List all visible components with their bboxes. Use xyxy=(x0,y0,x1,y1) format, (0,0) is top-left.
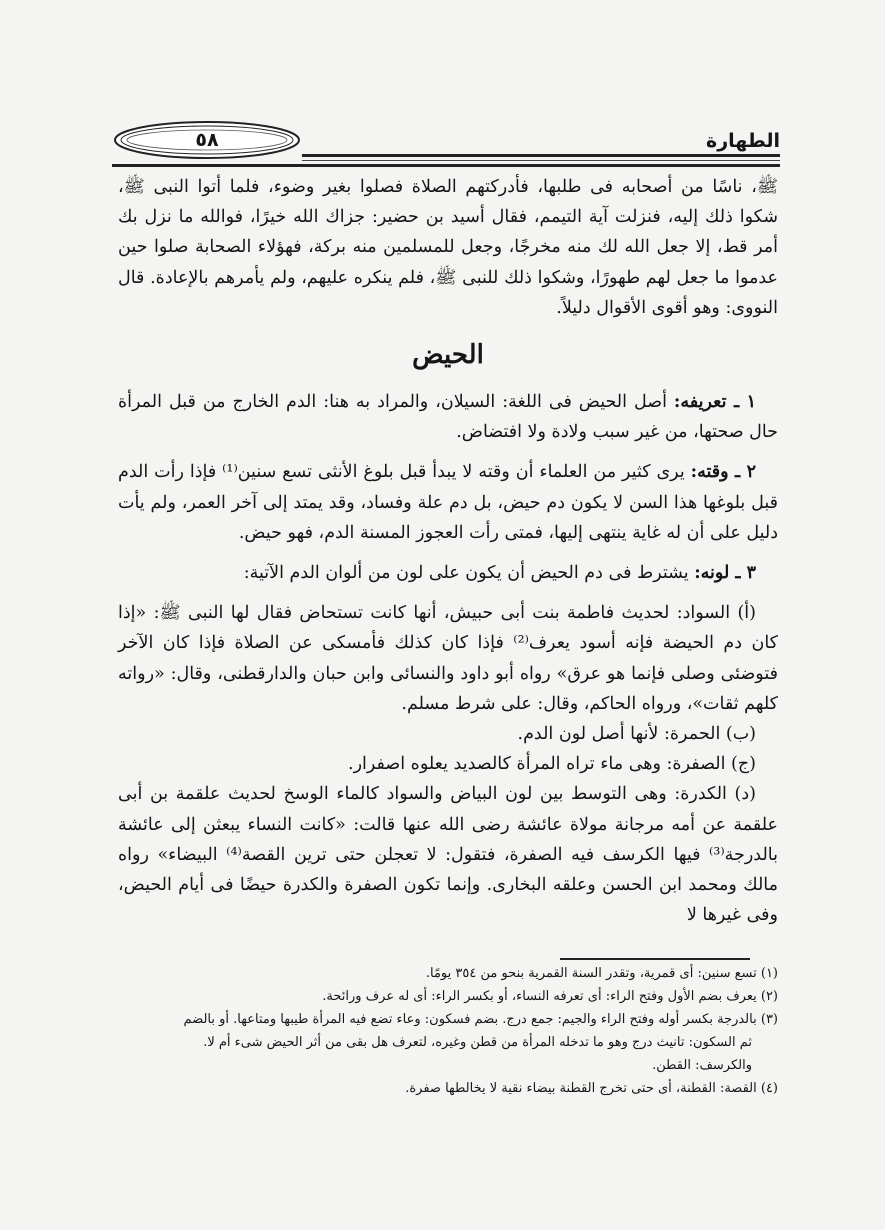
color-text: يشترط فى دم الحيض أن يكون على لون من ألوان الدم الآتية: xyxy=(243,563,695,584)
color-item-black: (أ) السواد: لحديث فاطمة بنت أبى حبيش، أنها كانت تستحاض فقال لها النبى ﷺ: «إذا كان دم الحيضة فإنه أسود يعرف⁽²⁾ فإذا كان كذلك فأمسكى عن الصلاة فإذا كان الآخر فتوضئى وصلى فإنما هو عرق» رواه أبو داود والنسائى وابن حبان والدارقطنى، وقال: «رواته كلهم ثقات»، ورواه الحاكم، وقال: على شرط مسلم. xyxy=(118,603,778,714)
definition-text: أصل الحيض فى اللغة: السيلان، والمراد به هنا: الدم الخارج من قبل المرأة حال صحتها، من غير سبب ولادة ولا افتضاض. xyxy=(118,392,778,443)
footnote-3: (٣) بالدرجة بكسر أوله وفتح الراء والجيم: جمع درج. بضم فسكون: وعاء تضع فيه المرأة طيبها ومتاعها. أو بالضم xyxy=(183,1012,778,1027)
footnote-2: (٢) يعرف بضم الأول وفتح الراء: أى تعرفه النساء، أو بكسر الراء: أى له عرف ورائحة. xyxy=(322,989,778,1004)
footnotes xyxy=(118,962,778,1100)
footnote-4: (٤) القصة: القطنة، أى حتى تخرج القطنة بيضاء نقية لا يخالطها صفرة. xyxy=(405,1081,778,1096)
header-rule xyxy=(302,154,780,157)
footnote-1: (١) تسع سنين: أى قمرية، وتقدر السنة القمرية بنحو من ٣٥٤ يومًا. xyxy=(425,966,778,981)
main-text xyxy=(118,172,778,930)
intro-paragraph: ﷺ، ناسًا من أصحابه فى طلبها، فأدركتهم الصلاة فصلوا بغير وضوء، فلما أتوا النبى ﷺ، شكوا ذلك إليه، فنزلت آية التيمم، فقال أسيد بن حضير: جزاك الله خيرًا، فوالله ما نزل بك أمر قط، إلا جعل الله لك منه مخرجًا، وجعل للمسلمين منه بركة، فهؤلاء الصحابة صلوا حين عدموا ما جعل لهم طهورًا، وشكوا ذلك للنبى ﷺ، فلم ينكره عليهم، ولم يأمرهم بالإعادة. قال النووى: وهو أقوى الأقوال دليلاً. xyxy=(118,177,778,318)
color-item-yellow: (ج) الصفرة: وهى ماء تراه المرأة كالصديد يعلوه اصفرار. xyxy=(348,754,756,775)
color-item-red: (ب) الحمرة: لأنها أصل لون الدم. xyxy=(517,724,756,745)
time-text: يرى كثير من العلماء أن وقته لا يبدأ قبل بلوغ الأنثى تسع سنين⁽¹⁾ فإذا رأت الدم قبل بلوغها هذا السن لا يكون دم حيض، بل دم علة وفساد، وقد يمتد إلى آخر العمر، ولم يأت دليل على أن له غاية ينتهى إليها، فمتى رأت العجوز المسنة الدم، فهو حيض. xyxy=(118,462,778,543)
section-color xyxy=(118,558,778,588)
section-definition xyxy=(118,387,778,447)
header-rule-thin xyxy=(302,160,780,161)
color-item-turbid: (د) الكدرة: وهى التوسط بين لون البياض والسواد كالماء الوسخ لحديث علقمة بن أبى علقمة عن أمه مرجانة مولاة عائشة رضى الله عنها قالت: «كانت النساء يبعثن إلى عائشة بالدرجة⁽³⁾ فيها الكرسف فيه الصفرة، فتقول: لا تعجلن حتى ترين القصة⁽⁴⁾ البيضاء» رواه مالك ومحمد ابن الحسن وعلقه البخارى. وإنما تكون الصفرة والكدرة حيضًا فى أيام الحيض، وفى غيرها لا xyxy=(118,784,778,926)
section-time xyxy=(118,457,778,548)
section-title: الطهارة xyxy=(706,130,780,152)
page-number-badge xyxy=(112,120,302,160)
footnote-divider xyxy=(560,958,750,960)
page-number: ٥٨ xyxy=(195,129,219,151)
chapter-title: الحيض xyxy=(412,340,484,371)
definition-label: ١ ـ تعريفه: xyxy=(673,392,756,413)
time-label: ٢ ـ وقته: xyxy=(690,462,756,483)
header-rule-full xyxy=(112,164,780,167)
footnote-3-continued-2: والكرسف: القطن. xyxy=(652,1058,752,1073)
color-label: ٣ ـ لونه: xyxy=(694,563,756,584)
footnote-3-continued: ثم السكون: تانيث درج وهو ما تدخله المرأة من قطن وغيره، لتعرف هل بقى من أثر الحيض شىء أم لا. xyxy=(203,1035,752,1050)
page-header xyxy=(112,112,780,172)
